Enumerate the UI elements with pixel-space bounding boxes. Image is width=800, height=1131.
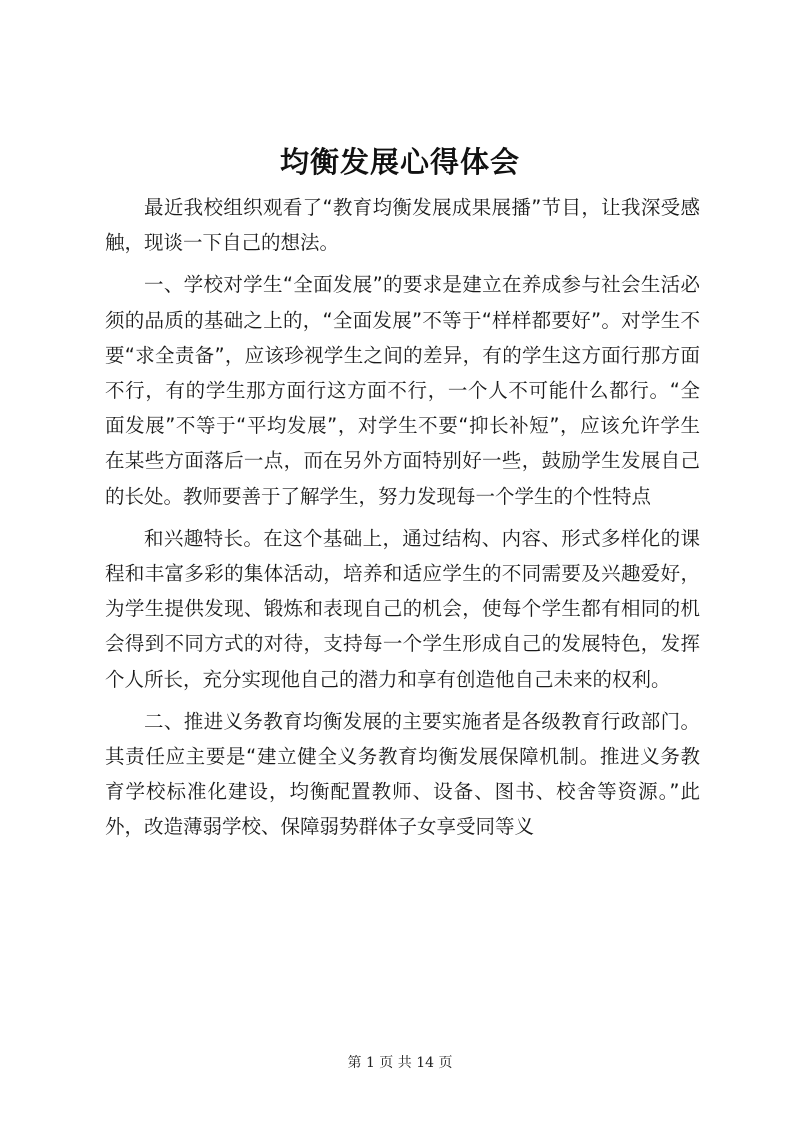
document-title: 均衡发展心得体会	[279, 145, 520, 179]
paragraph-section-one: 一、学校对学生“全面发展”的要求是建立在养成参与社会生活必须的品质的基础之上的，“全面发展”不等于“样样都要好”。对学生不要“求全责备”，应该珍视学生之间的差异，有的学生这方面行那方面不行，有的学生那方面行这方面不行，一个人不可能什么都行。“全面发展”不等于“平均发展”，对学生不要“抑长补短”，应该允许学生在某些方面落后一点，而在另外方面特别好一些，鼓励学生发展自己的长处。教师要善于了解学生，努力发现每一个学生的个性特点	[105, 273, 700, 508]
page-number-footer: 第 1 页 共 14 页	[347, 1055, 453, 1071]
paragraph-section-one-continued: 和兴趣特长。在这个基础上，通过结构、内容、形式多样化的课程和丰富多彩的集体活动，培养和适应学生的不同需要及兴趣爱好，为学生提供发现、锻炼和表现自己的机会，使每个学生都有相同的机会得到不同方式的对待，支持每一个学生形成自己的发展特色，发挥个人所长，充分实现他自己的潜力和享有创造他自己未来的权利。	[105, 526, 700, 691]
document-body	[105, 190, 700, 852]
paragraph-intro: 最近我校组织观看了“教育均衡发展成果展播”节目，让我深受感触，现谈一下自己的想法。	[105, 196, 700, 255]
paragraph-section-two: 二、推进义务教育均衡发展的主要实施者是各级教育行政部门。其责任应主要是“建立健全义务教育均衡发展保障机制。推进义务教育学校标准化建设，均衡配置教师、设备、图书、校舍等资源。”此外，改造薄弱学校、保障弱势群体子女享受同等义	[105, 709, 700, 839]
